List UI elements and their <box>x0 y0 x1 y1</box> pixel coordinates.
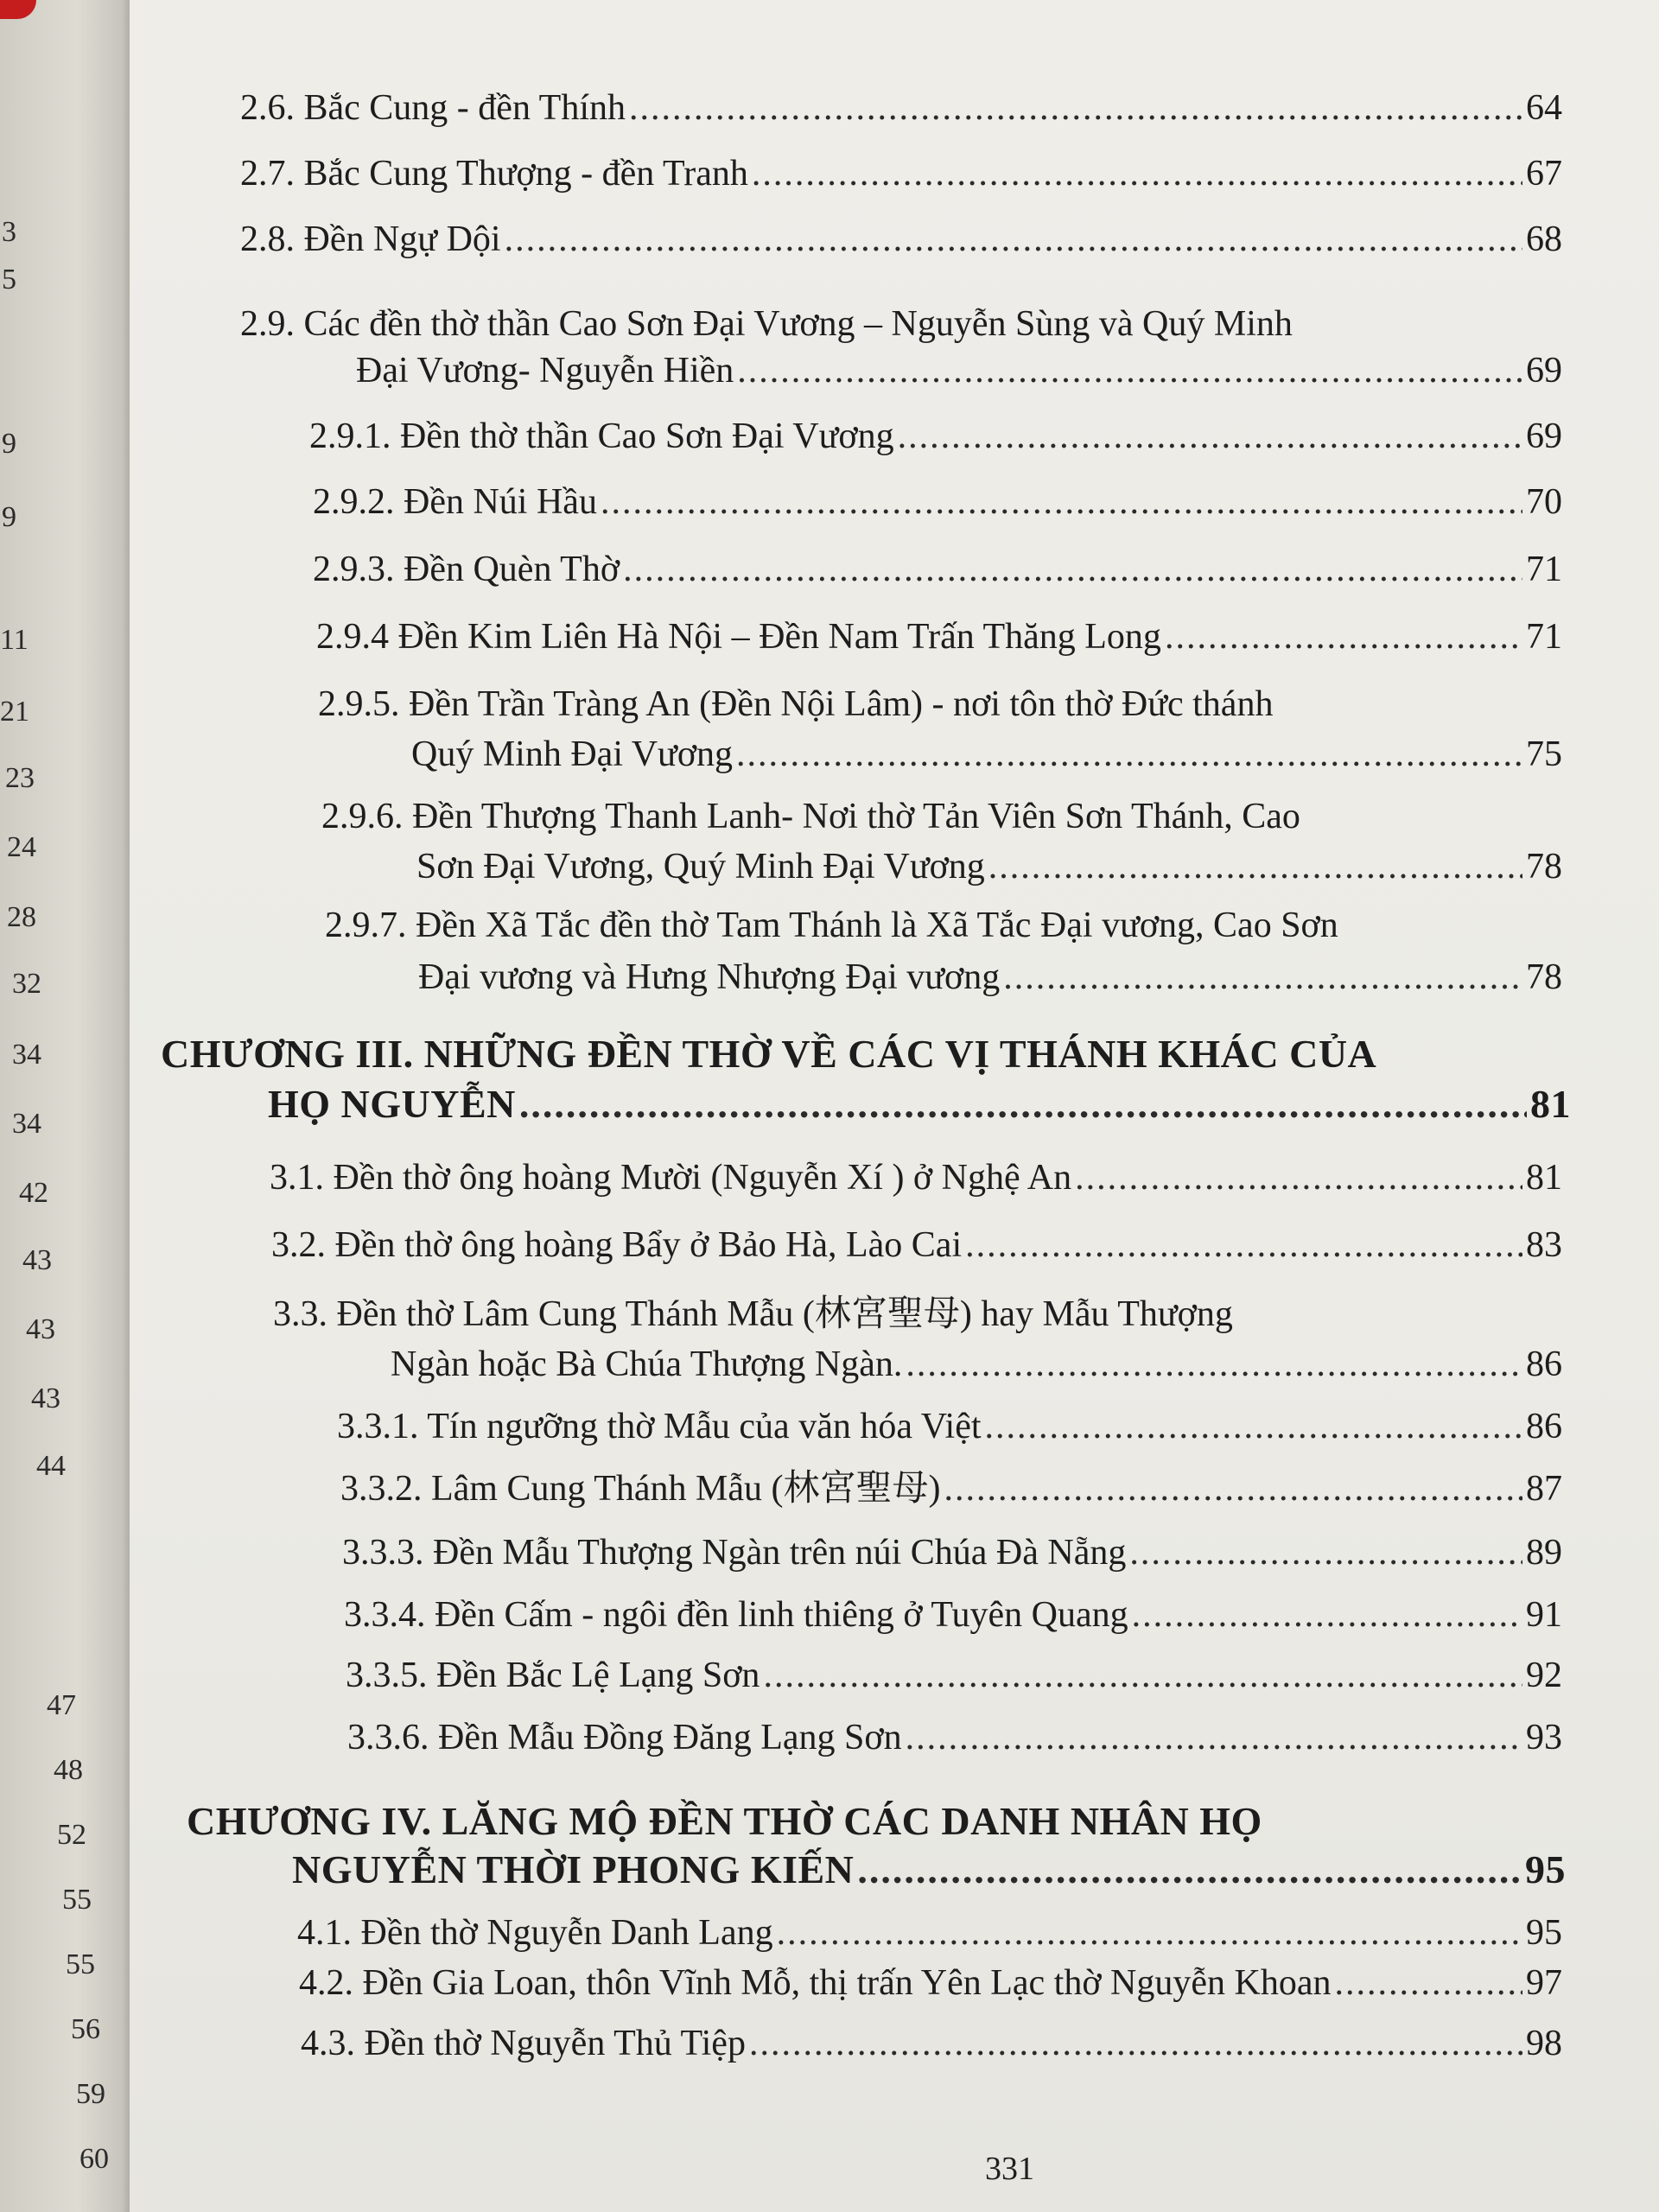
toc-entry-title: 2.6. Bắc Cung - đền Thính <box>240 88 626 128</box>
toc-entry-title: 4.2. Đền Gia Loan, thôn Vĩnh Mỗ, thị trấn Yên Lạc thờ Nguyễn Khoan <box>299 1963 1332 2003</box>
toc-entry-title: 2.9.4 Đền Kim Liên Hà Nội – Đền Nam Trấn Thăng Long <box>316 617 1161 657</box>
chapter-heading[interactable]: CHƯƠNG III. NHỮNG ĐỀN THỜ VỀ CÁC VỊ THÁNH KHÁC CỦA <box>161 1032 1377 1076</box>
toc-entry-title: 4.3. Đền thờ Nguyễn Thủ Tiệp <box>301 2024 746 2063</box>
toc-entry-page: 67 <box>1526 154 1562 194</box>
toc-entry[interactable] <box>268 1080 1571 1128</box>
left-page-number: 34 <box>12 1108 41 1140</box>
toc-entry[interactable] <box>316 615 1562 658</box>
dot-leader <box>519 1080 1527 1128</box>
left-page-number: 9 <box>2 428 16 460</box>
toc-entry[interactable] <box>313 548 1562 591</box>
toc-entry[interactable] <box>313 480 1562 524</box>
dot-leader <box>623 548 1522 591</box>
left-page-number: 24 <box>7 831 36 863</box>
toc-entry[interactable] <box>356 349 1562 392</box>
toc-entry-title: 3.3.1. Tín ngưỡng thờ Mẫu của văn hóa Việt <box>337 1407 982 1446</box>
toc-entry[interactable] <box>299 1961 1562 2005</box>
toc-entry-title-continued: Sơn Đại Vương, Quý Minh Đại Vương <box>416 847 985 887</box>
left-page-number: 43 <box>26 1313 55 1345</box>
left-page-number: 9 <box>2 501 16 533</box>
toc-entry-title[interactable]: 2.9.5. Đền Trần Tràng An (Đền Nội Lâm) - nơi tôn thờ Đức thánh <box>318 684 1274 724</box>
left-page-number: 52 <box>57 1819 86 1851</box>
toc-entry-page: 64 <box>1526 88 1562 128</box>
left-page-number: 42 <box>19 1177 48 1209</box>
left-page-number: 56 <box>71 2013 100 2045</box>
toc-entry-title-continued: Đại vương và Hưng Nhượng Đại vương <box>418 957 1001 997</box>
toc-entry-page: 70 <box>1526 482 1562 522</box>
toc-entry-page: 81 <box>1530 1082 1571 1126</box>
toc-entry-page: 81 <box>1526 1158 1562 1198</box>
dot-leader <box>752 152 1522 195</box>
dot-leader <box>906 1716 1522 1759</box>
toc-entry-title[interactable]: 3.3. Đền thờ Lâm Cung Thánh Mẫu (林宮聖母) hay Mẫu Thượng <box>273 1294 1233 1334</box>
toc-entry-page: 86 <box>1526 1407 1562 1446</box>
left-page-number: 43 <box>31 1382 60 1414</box>
toc-entry[interactable] <box>301 2022 1562 2065</box>
toc-entry[interactable] <box>270 1156 1562 1199</box>
dot-leader <box>857 1846 1522 1893</box>
dot-leader <box>944 1467 1522 1510</box>
toc-entry-title-continued: Đại Vương- Nguyễn Hiền <box>356 351 734 391</box>
toc-entry[interactable] <box>344 1593 1562 1637</box>
page-number: 331 <box>985 2151 1034 2187</box>
dot-leader <box>737 349 1522 392</box>
dot-leader <box>965 1224 1522 1267</box>
dot-leader <box>1165 615 1522 658</box>
dot-leader <box>985 1405 1523 1448</box>
toc-entry-page: 98 <box>1526 2024 1562 2063</box>
toc-entry-page: 95 <box>1525 1847 1566 1891</box>
toc-entry[interactable] <box>346 1654 1562 1697</box>
dot-leader <box>629 86 1522 130</box>
toc-entry-title[interactable]: 2.9. Các đền thờ thần Cao Sơn Đại Vương – Nguyễn Sùng và Quý Minh <box>240 304 1293 344</box>
toc-entry[interactable] <box>411 733 1562 776</box>
dot-leader <box>898 415 1522 458</box>
dot-leader <box>1334 1961 1522 2005</box>
toc-entry[interactable] <box>416 845 1562 888</box>
toc-entry-page: 89 <box>1526 1533 1562 1573</box>
chapter-heading[interactable]: CHƯƠNG IV. LĂNG MỘ ĐỀN THỜ CÁC DANH NHÂN HỌ <box>187 1799 1262 1843</box>
table-of-contents-page <box>130 0 1659 2212</box>
toc-entry[interactable] <box>240 152 1562 195</box>
toc-entry-title[interactable]: 2.9.7. Đền Xã Tắc đền thờ Tam Thánh là Xã Tắc Đại vương, Cao Sơn <box>325 906 1338 945</box>
toc-entry-page: 92 <box>1526 1656 1562 1695</box>
left-page-number: 11 <box>0 624 29 656</box>
left-page-number: 43 <box>22 1244 52 1276</box>
facing-page-edge <box>0 0 130 2212</box>
toc-entry-page: 86 <box>1526 1344 1562 1384</box>
toc-entry-title: 2.9.3. Đền Quèn Thờ <box>313 550 620 589</box>
toc-entry-title: 2.9.2. Đền Núi Hầu <box>313 482 597 522</box>
dot-leader <box>1075 1156 1522 1199</box>
left-page-number: 48 <box>54 1754 83 1786</box>
toc-entry-title: 2.7. Bắc Cung Thượng - đền Tranh <box>240 154 748 194</box>
toc-entry-title: 3.3.2. Lâm Cung Thánh Mẫu (林宮聖母) <box>340 1469 941 1509</box>
toc-entry[interactable] <box>337 1405 1562 1448</box>
toc-entry-page: 71 <box>1526 617 1562 657</box>
toc-entry-page: 69 <box>1526 416 1562 456</box>
toc-entry[interactable] <box>297 1911 1562 1955</box>
toc-entry[interactable] <box>292 1846 1566 1893</box>
left-page-number: 21 <box>0 696 29 728</box>
dot-leader <box>1129 1531 1522 1574</box>
left-page-number: 59 <box>76 2078 105 2110</box>
dot-leader <box>1132 1593 1522 1637</box>
book-cover-corner <box>0 0 36 19</box>
toc-entry[interactable] <box>309 415 1562 458</box>
left-page-number: 28 <box>7 901 36 933</box>
left-page-number: 32 <box>12 968 41 1000</box>
toc-entry-page: 83 <box>1526 1225 1562 1265</box>
toc-entry-title-continued: Ngàn hoặc Bà Chúa Thượng Ngàn. <box>391 1344 903 1384</box>
toc-entry-page: 78 <box>1526 847 1562 887</box>
toc-entry-page: 91 <box>1526 1595 1562 1635</box>
left-page-number: 47 <box>47 1689 76 1721</box>
toc-entry-page: 71 <box>1526 550 1562 589</box>
toc-entry[interactable] <box>391 1343 1562 1386</box>
left-page-number: 34 <box>12 1039 41 1071</box>
toc-entry-title: 3.3.5. Đền Bắc Lệ Lạng Sơn <box>346 1656 760 1695</box>
left-page-number: 23 <box>5 762 35 794</box>
toc-entry-title: 3.1. Đền thờ ông hoàng Mười (Nguyễn Xí ) ở Nghệ An <box>270 1158 1072 1198</box>
dot-leader <box>505 218 1522 261</box>
dot-leader <box>749 2022 1522 2065</box>
dot-leader <box>601 480 1522 524</box>
toc-entry-title: 3.3.4. Đền Cấm - ngôi đền linh thiêng ở Tuyên Quang <box>344 1595 1128 1635</box>
left-page-number: 44 <box>36 1450 66 1482</box>
chapter-heading-continued: NGUYỄN THỜI PHONG KIẾN <box>292 1847 855 1891</box>
dot-leader <box>763 1654 1522 1697</box>
toc-entry-title: 3.2. Đền thờ ông hoàng Bẩy ở Bảo Hà, Lào Cai <box>271 1225 963 1265</box>
dot-leader <box>906 1343 1522 1386</box>
toc-entry-page: 78 <box>1526 957 1562 997</box>
toc-entry[interactable] <box>342 1531 1562 1574</box>
dot-leader <box>777 1911 1522 1955</box>
toc-entry[interactable] <box>240 218 1562 261</box>
chapter-heading-continued: HỌ NGUYỄN <box>268 1082 516 1126</box>
toc-entry-page: 87 <box>1526 1469 1562 1509</box>
toc-entry[interactable] <box>418 956 1562 999</box>
left-page-number: 5 <box>2 264 16 296</box>
toc-entry-page: 93 <box>1526 1718 1562 1758</box>
toc-entry-title: 4.1. Đền thờ Nguyễn Danh Lang <box>297 1913 773 1953</box>
toc-entry-title: 2.9.1. Đền thờ thần Cao Sơn Đại Vương <box>309 416 894 456</box>
toc-entry[interactable] <box>271 1224 1562 1267</box>
dot-leader <box>736 733 1522 776</box>
toc-entry-title: 3.3.6. Đền Mẫu Đồng Đăng Lạng Sơn <box>347 1718 902 1758</box>
toc-entry-page: 68 <box>1526 219 1562 259</box>
toc-entry-page: 75 <box>1526 734 1562 774</box>
toc-entry-page: 95 <box>1526 1913 1562 1953</box>
toc-entry-title: 2.8. Đền Ngự Dội <box>240 219 501 259</box>
toc-entry-page: 69 <box>1526 351 1562 391</box>
toc-entry-title: 3.3.3. Đền Mẫu Thượng Ngàn trên núi Chúa Đà Nẵng <box>342 1533 1127 1573</box>
dot-leader <box>988 845 1522 888</box>
toc-entry-page: 97 <box>1526 1963 1562 2003</box>
left-page-number: 55 <box>66 1948 95 1980</box>
toc-entry-title[interactable]: 2.9.6. Đền Thượng Thanh Lanh- Nơi thờ Tản Viên Sơn Thánh, Cao <box>321 797 1300 836</box>
toc-entry[interactable] <box>347 1716 1562 1759</box>
left-page-number: 3 <box>2 216 16 248</box>
toc-entry[interactable] <box>240 86 1562 130</box>
left-page-number: 55 <box>62 1884 92 1916</box>
dot-leader <box>1003 956 1522 999</box>
toc-entry[interactable] <box>340 1467 1562 1510</box>
left-page-number: 60 <box>79 2143 109 2175</box>
toc-entry-title-continued: Quý Minh Đại Vương <box>411 734 734 774</box>
